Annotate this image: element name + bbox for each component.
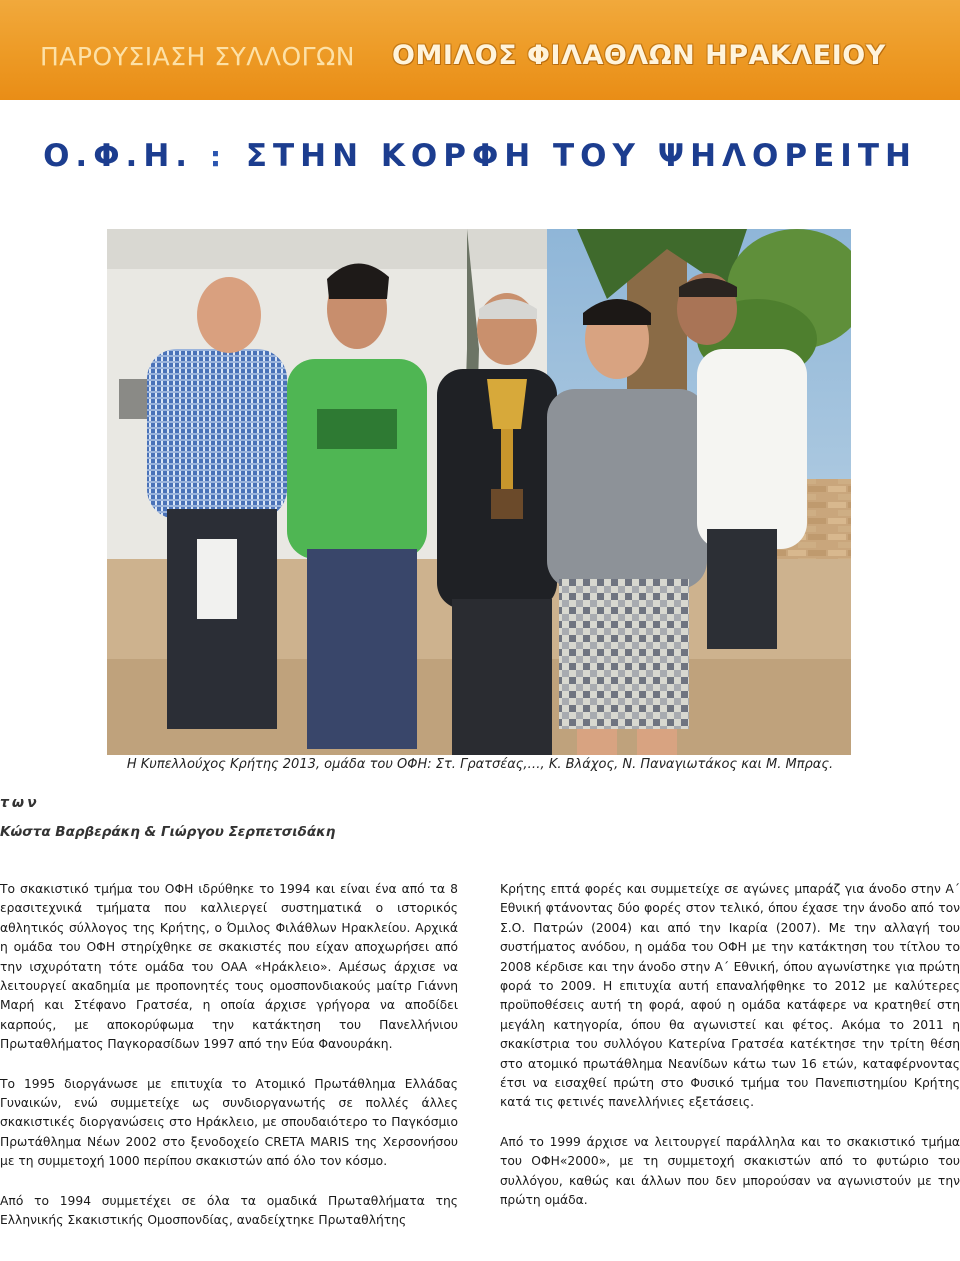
article-paragraph: Το σκακιστικό τμήμα του ΟΦΗ ιδρύθηκε το 1994 και είναι ένα από τα 8 ερασιτεχνικά τμήματα που καλλιεργεί συστηματικά ο ιστορικός αθλητικός σύλλογος της Κρήτης, ο Όμιλος Φιλάθλων Ηρακλείου. Αρχικά η ομάδα του ΟΦΗ στηρίχθηκε σε σκακιστές που είχαν αποχωρήσει από την ισχυρότατη τότε ομάδα του ΟΑΑ «Ηράκλειο». Αμέσως άρχισε να λειτουργεί ακαδημία με προπονητές τους ομοσπονδιακούς μαίτρ Γιάννη Μαρή και Στέφανο Γρατσέα, η οποία άρχισε γρήγορα να αποδίδει καρπούς, με αποκορύφωμα την κατάκτηση του Πανελλήνιου Πρωταθλήματος Παγκορασίδων 1997 από την Εύα Φανουράκη. — [0, 882, 458, 1052]
title-abbreviation: Ο.Φ.Η. — [43, 138, 194, 174]
section-banner — [0, 0, 960, 100]
byline-prefix: των — [0, 795, 40, 811]
article-paragraph: Από το 1994 συμμετέχει σε όλα τα ομαδικά Πρωταθλήματα της Ελληνικής Σκακιστικής Ομοσπονδίας, αναδείχτηκε Πρωταθλήτης — [0, 1193, 458, 1228]
article-column-right — [500, 880, 960, 1231]
article-paragraph: Το 1995 διοργάνωσε με επιτυχία το Ατομικό Πρωτάθλημα Ελλάδας Γυναικών, ενώ συμμετείχε ως συνδιοργανωτής σε πολλές άλλες σκακιστικές διοργανώσεις στο Ηράκλειο, με σπουδαιότερο το Παγκόσμιο Πρωτάθλημα Νέων 2002 στο ξενοδοχείο CRETA MARIS της Χερσονήσου με τη συμμετοχή 1000 περίπου σκακιστών από όλο τον κόσμο. — [0, 1076, 458, 1169]
team-photo — [107, 229, 851, 755]
banner-section-label: ΠΑΡΟΥΣΙΑΣΗ ΣΥΛΛΟΓΩΝ — [40, 42, 355, 71]
page-title — [0, 138, 960, 174]
title-separator: : — [209, 140, 230, 173]
title-text: ΣΤΗΝ ΚΟΡΦΗ ΤΟΥ ΨΗΛΟΡΕΙΤΗ — [245, 138, 917, 174]
banner-club-name: ΟΜΙΛΟΣ ΦΙΛΑΘΛΩΝ ΗΡΑΚΛΕΙΟΥ — [392, 40, 886, 71]
article-column-left — [0, 880, 458, 1251]
photo-caption: Η Κυπελλούχος Κρήτης 2013, ομάδα του ΟΦΗ: Στ. Γρατσέας,…, Κ. Βλάχος, Ν. Παναγιωτάκος και Μ. Μπρας. — [126, 757, 834, 772]
article-paragraph: Από το 1999 άρχισε να λειτουργεί παράλληλα και το σκακιστικό τμήμα του ΟΦΗ«2000», με τη συμμετοχή σκακιστών από το φυτώριο του συλλόγου, καθώς και άλλων που δεν μπορούσαν να αγωνιστούν με την πρώτη ομάδα. — [500, 1134, 960, 1208]
article-paragraph: Κρήτης επτά φορές και συμμετείχε σε αγώνες μπαράζ για άνοδο στην Α΄ Εθνική φτάνοντας δύο φορές στον τελικό, όπου έχασε την άνοδο από τον Σ.Ο. Πατρών (2004) και από την Ικαρία (2007). Με την αλλαγή του συστήματος ανόδου, η ομάδα του ΟΦΗ με την κατάκτηση του τίτλου το 2008 κέρδισε και την άνοδο στην Α΄ Εθνική, όπου αγωνίστηκε για πρώτη φορά το 2009. Η επιτυχία αυτή επαναλήφθηκε το 2012 με καλύτερες προϋποθέσεις αυτή τη φορά, αφού η ομάδα κατάφερε να κρατηθεί στη μεγάλη κατηγορία, όπου θα αγωνιστεί και φέτος. Ακόμα το 2011 η σκακίστρια του συλλόγου Κατερίνα Γρατσέα κατέκτησε την τρίτη θέση στο ατομικό πρωτάθλημα Νεανίδων κάτω των 16 ετών, καταφέρνοντας έτσι να εισαχθεί πρώτη στο Φυσικό τμήμα του Πανεπιστημίου Κρήτης κατά τις φετινές πανελλήνιες εξετάσεις. — [500, 882, 960, 1110]
byline-authors: Κώστα Βαρβεράκη & Γιώργου Σερπετσιδάκη — [0, 824, 336, 840]
